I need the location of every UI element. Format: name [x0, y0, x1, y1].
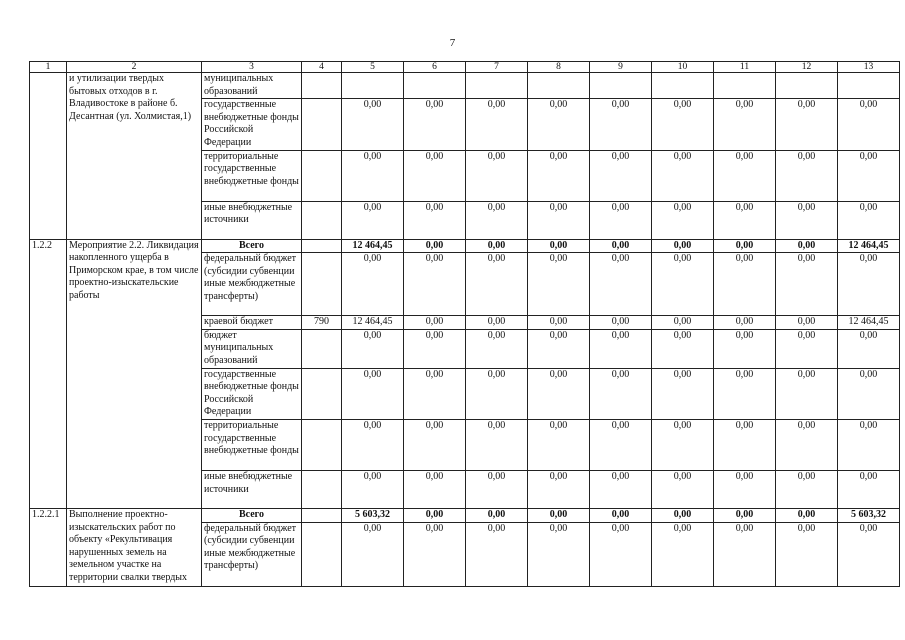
column-header: 6: [404, 62, 466, 73]
amount-cell: 0,00: [590, 201, 652, 239]
budget-code: [302, 419, 342, 470]
amount-cell: 0,00: [652, 150, 714, 201]
budget-code: [302, 508, 342, 522]
column-header: 13: [838, 62, 900, 73]
amount-cell: 0,00: [838, 253, 900, 316]
amount-cell: 0,00: [466, 239, 528, 253]
amount-cell: 0,00: [404, 329, 466, 368]
amount-cell: 0,00: [776, 522, 838, 586]
budget-code: [302, 150, 342, 201]
amount-cell: 0,00: [838, 150, 900, 201]
amount-cell: 0,00: [404, 522, 466, 586]
funding-source: бюджет муниципальных образований: [202, 329, 302, 368]
table-row: [30, 508, 900, 522]
table-row: [30, 73, 900, 99]
amount-cell: 0,00: [528, 150, 590, 201]
amount-cell: [714, 73, 776, 99]
amount-cell: 0,00: [776, 253, 838, 316]
amount-cell: 0,00: [776, 201, 838, 239]
amount-cell: 0,00: [590, 253, 652, 316]
funding-source: территориальные государственные внебюджетные фонды: [202, 150, 302, 201]
amount-cell: [838, 73, 900, 99]
column-header: 1: [30, 62, 67, 73]
funding-source: федеральный бюджет (субсидии субвенции иные межбюджетные трансферты): [202, 522, 302, 586]
amount-cell: [652, 73, 714, 99]
amount-cell: 0,00: [714, 508, 776, 522]
amount-cell: 0,00: [776, 150, 838, 201]
amount-cell: 0,00: [342, 470, 404, 508]
amount-cell: 0,00: [838, 99, 900, 150]
amount-cell: 0,00: [652, 201, 714, 239]
funding-source: государственные внебюджетные фонды Российской Федерации: [202, 99, 302, 150]
amount-cell: 0,00: [652, 316, 714, 330]
amount-cell: 0,00: [466, 329, 528, 368]
funding-source: Всего: [202, 508, 302, 522]
amount-cell: 12 464,45: [838, 239, 900, 253]
amount-cell: 0,00: [466, 253, 528, 316]
column-header: 5: [342, 62, 404, 73]
amount-cell: 0,00: [466, 201, 528, 239]
amount-cell: 0,00: [342, 419, 404, 470]
amount-cell: 0,00: [652, 239, 714, 253]
amount-cell: 0,00: [342, 368, 404, 419]
funding-source: территориальные государственные внебюджетные фонды: [202, 419, 302, 470]
amount-cell: 0,00: [466, 150, 528, 201]
budget-table: [29, 61, 900, 587]
amount-cell: 0,00: [528, 329, 590, 368]
amount-cell: 0,00: [714, 419, 776, 470]
amount-cell: 0,00: [342, 522, 404, 586]
amount-cell: 5 603,32: [838, 508, 900, 522]
amount-cell: 0,00: [528, 239, 590, 253]
amount-cell: 0,00: [404, 99, 466, 150]
amount-cell: 0,00: [528, 201, 590, 239]
amount-cell: 0,00: [466, 99, 528, 150]
funding-source: иные внебюджетные источники: [202, 470, 302, 508]
amount-cell: 0,00: [652, 329, 714, 368]
amount-cell: 0,00: [404, 368, 466, 419]
funding-source: муниципальных образований: [202, 73, 302, 99]
column-header: 10: [652, 62, 714, 73]
amount-cell: 0,00: [776, 419, 838, 470]
amount-cell: 12 464,45: [838, 316, 900, 330]
amount-cell: 0,00: [714, 329, 776, 368]
item-name: Мероприятие 2.2. Ликвидация накопленного ущерба в Приморском крае, в том числе проектно-изыскательские работы: [67, 239, 202, 508]
amount-cell: 0,00: [528, 522, 590, 586]
amount-cell: 0,00: [714, 368, 776, 419]
amount-cell: 0,00: [528, 253, 590, 316]
amount-cell: [342, 73, 404, 99]
funding-source: иные внебюджетные источники: [202, 201, 302, 239]
amount-cell: 0,00: [404, 201, 466, 239]
amount-cell: 0,00: [528, 316, 590, 330]
amount-cell: 0,00: [590, 368, 652, 419]
amount-cell: 0,00: [590, 239, 652, 253]
amount-cell: 0,00: [714, 522, 776, 586]
amount-cell: 0,00: [776, 239, 838, 253]
budget-code: [302, 253, 342, 316]
amount-cell: 0,00: [714, 239, 776, 253]
amount-cell: [466, 73, 528, 99]
amount-cell: 0,00: [466, 368, 528, 419]
amount-cell: 0,00: [776, 316, 838, 330]
amount-cell: 0,00: [342, 150, 404, 201]
amount-cell: 0,00: [652, 368, 714, 419]
column-header: 12: [776, 62, 838, 73]
amount-cell: 0,00: [652, 419, 714, 470]
column-header: 11: [714, 62, 776, 73]
amount-cell: 0,00: [528, 508, 590, 522]
amount-cell: 0,00: [776, 470, 838, 508]
item-name: Выполнение проектно-изыскательских работ по объекту «Рекультивация нарушенных земель на земельном участке на территории свалки твердых: [67, 508, 202, 586]
column-header: 3: [202, 62, 302, 73]
amount-cell: 0,00: [404, 253, 466, 316]
amount-cell: 0,00: [652, 470, 714, 508]
amount-cell: 0,00: [528, 99, 590, 150]
amount-cell: 0,00: [714, 150, 776, 201]
budget-code: [302, 368, 342, 419]
header-row: [30, 62, 900, 73]
amount-cell: 0,00: [342, 99, 404, 150]
amount-cell: 0,00: [776, 508, 838, 522]
budget-code: [302, 239, 342, 253]
budget-code: [302, 99, 342, 150]
amount-cell: [528, 73, 590, 99]
amount-cell: 0,00: [590, 150, 652, 201]
column-header: 4: [302, 62, 342, 73]
amount-cell: 0,00: [590, 99, 652, 150]
amount-cell: 0,00: [466, 419, 528, 470]
amount-cell: 0,00: [838, 470, 900, 508]
budget-code: [302, 522, 342, 586]
funding-source: краевой бюджет: [202, 316, 302, 330]
amount-cell: 0,00: [342, 329, 404, 368]
amount-cell: 0,00: [776, 368, 838, 419]
amount-cell: 0,00: [652, 522, 714, 586]
item-code: [30, 73, 67, 240]
amount-cell: 0,00: [404, 150, 466, 201]
amount-cell: 0,00: [714, 470, 776, 508]
amount-cell: 0,00: [714, 201, 776, 239]
amount-cell: 0,00: [652, 508, 714, 522]
amount-cell: 0,00: [528, 368, 590, 419]
amount-cell: 0,00: [466, 508, 528, 522]
item-code: 1.2.2: [30, 239, 67, 508]
amount-cell: 0,00: [714, 253, 776, 316]
amount-cell: 0,00: [466, 522, 528, 586]
amount-cell: 0,00: [528, 470, 590, 508]
page-number: 7: [449, 37, 456, 49]
column-header: 2: [67, 62, 202, 73]
amount-cell: 0,00: [590, 470, 652, 508]
item-code: 1.2.2.1: [30, 508, 67, 586]
budget-code: [302, 329, 342, 368]
amount-cell: 0,00: [590, 316, 652, 330]
amount-cell: 0,00: [404, 470, 466, 508]
column-header: 8: [528, 62, 590, 73]
funding-source: государственные внебюджетные фонды Российской Федерации: [202, 368, 302, 419]
budget-code: 790: [302, 316, 342, 330]
amount-cell: 0,00: [590, 522, 652, 586]
amount-cell: 0,00: [342, 253, 404, 316]
amount-cell: 0,00: [590, 419, 652, 470]
amount-cell: 0,00: [404, 419, 466, 470]
budget-code: [302, 201, 342, 239]
amount-cell: 0,00: [838, 329, 900, 368]
amount-cell: 0,00: [466, 470, 528, 508]
amount-cell: [776, 73, 838, 99]
amount-cell: 0,00: [838, 201, 900, 239]
amount-cell: 0,00: [776, 99, 838, 150]
amount-cell: 0,00: [466, 316, 528, 330]
amount-cell: 0,00: [838, 419, 900, 470]
amount-cell: 0,00: [652, 99, 714, 150]
amount-cell: 5 603,32: [342, 508, 404, 522]
amount-cell: 0,00: [776, 329, 838, 368]
column-header: 7: [466, 62, 528, 73]
budget-code: [302, 73, 342, 99]
funding-source: федеральный бюджет (субсидии субвенции иные межбюджетные трансферты): [202, 253, 302, 316]
amount-cell: 0,00: [590, 329, 652, 368]
amount-cell: 0,00: [714, 99, 776, 150]
amount-cell: 0,00: [342, 201, 404, 239]
funding-source: Всего: [202, 239, 302, 253]
amount-cell: 0,00: [404, 508, 466, 522]
amount-cell: [590, 73, 652, 99]
amount-cell: [404, 73, 466, 99]
budget-code: [302, 470, 342, 508]
amount-cell: 12 464,45: [342, 316, 404, 330]
column-header: 9: [590, 62, 652, 73]
table-row: [30, 239, 900, 253]
amount-cell: 0,00: [714, 316, 776, 330]
amount-cell: 0,00: [652, 253, 714, 316]
amount-cell: 12 464,45: [342, 239, 404, 253]
item-name: и утилизации твердых бытовых отходов в г. Владивостоке в районе б. Десантная (ул. Холмистая,1): [67, 73, 202, 240]
amount-cell: 0,00: [528, 419, 590, 470]
amount-cell: 0,00: [838, 522, 900, 586]
amount-cell: 0,00: [404, 316, 466, 330]
amount-cell: 0,00: [590, 508, 652, 522]
amount-cell: 0,00: [838, 368, 900, 419]
amount-cell: 0,00: [404, 239, 466, 253]
